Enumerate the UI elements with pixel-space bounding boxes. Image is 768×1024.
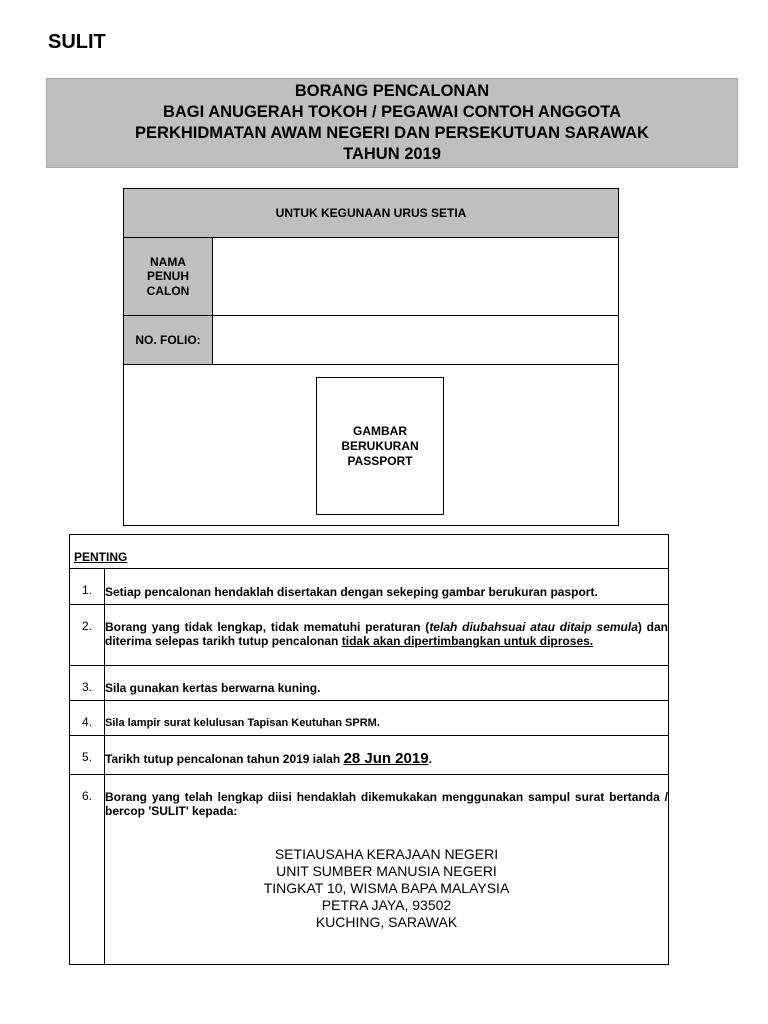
form-title-line-3: PERKHIDMATAN AWAM NEGERI DAN PERSEKUTUAN SARAWAK xyxy=(135,124,649,142)
form-title-line-1: BORANG PENCALONAN xyxy=(294,82,490,100)
note-row xyxy=(70,666,669,701)
mailing-address xyxy=(105,846,668,931)
full-name-label-line-2: PENUH xyxy=(146,269,189,284)
address-line: PETRA JAYA, 93502 xyxy=(321,897,452,913)
note-row xyxy=(70,701,669,736)
notes-heading-cell xyxy=(70,535,669,569)
note-number: 3. xyxy=(70,666,105,701)
notes-heading: PENTING xyxy=(74,550,128,564)
note-row xyxy=(70,569,669,605)
address-line: KUCHING, SARAWAK xyxy=(315,914,458,930)
address-line: UNIT SUMBER MANUSIA NEGERI xyxy=(276,863,497,879)
photo-label-line-1: GAMBAR xyxy=(353,423,407,438)
note-text: Setiap pencalonan hendaklah disertakan dengan sekeping gambar berukuran pasport. xyxy=(105,569,669,605)
note-text: Borang yang telah lengkap diisi hendaklah dikemukakan menggunakan sampul surat bertanda / bercop 'SULIT' kepada: SETIAUSAHA KERAJAAN NEGERI UNIT SUMBER MANUSIA NEGERI TINGKAT 10, WISMA BAPA MALAYSIA PETRA JAYA, 93502 KUCHING, SARAWAK xyxy=(105,775,669,965)
note-number: 6. xyxy=(70,775,105,965)
secretariat-title: UNTUK KEGUNAAN URUS SETIA xyxy=(124,189,618,238)
photo-label-line-3: PASSPORT xyxy=(347,453,413,468)
full-name-label xyxy=(124,238,213,316)
note-row xyxy=(70,605,669,666)
full-name-label-line-1: NAMA xyxy=(149,254,186,269)
note-text: Sila gunakan kertas berwarna kuning. xyxy=(105,666,669,701)
note-number: 1. xyxy=(70,569,105,605)
secretariat-box xyxy=(123,188,619,526)
note-number: 5. xyxy=(70,736,105,775)
full-name-field[interactable] xyxy=(213,238,618,316)
form-title-line-2: BAGI ANUGERAH TOKOH / PEGAWAI CONTOH ANGGOTA xyxy=(162,103,622,121)
note-number: 2. xyxy=(70,605,105,666)
note-text: Tarikh tutup pencalonan tahun 2019 ialah 28 Jun 2019. xyxy=(105,736,669,775)
note-text: Borang yang tidak lengkap, tidak mematuhi peraturan (telah diubahsuai atau ditaip semula) dan diterima selepas tarikh tutup pencalonan tidak akan dipertimbangkan untuk diproses. xyxy=(105,605,669,666)
classification-label: SULIT xyxy=(48,31,106,53)
address-line: SETIAUSAHA KERAJAAN NEGERI xyxy=(274,846,499,862)
note-number: 4. xyxy=(70,701,105,736)
note-text: Sila lampir surat kelulusan Tapisan Keutuhan SPRM. xyxy=(105,701,669,736)
note-row xyxy=(70,775,669,965)
passport-photo-box[interactable] xyxy=(316,377,444,515)
note-row xyxy=(70,736,669,775)
important-notes-table xyxy=(69,534,669,965)
full-name-label-line-3: CALON xyxy=(146,283,190,298)
folio-number-field[interactable] xyxy=(213,316,618,365)
address-line: TINGKAT 10, WISMA BAPA MALAYSIA xyxy=(263,880,510,896)
form-title-line-4: TAHUN 2019 xyxy=(343,145,441,163)
form-title-banner xyxy=(46,78,738,168)
closing-date: 28 Jun 2019 xyxy=(343,750,429,767)
photo-label-line-2: BERUKURAN xyxy=(341,438,419,453)
folio-number-label: NO. FOLIO: xyxy=(124,316,213,365)
